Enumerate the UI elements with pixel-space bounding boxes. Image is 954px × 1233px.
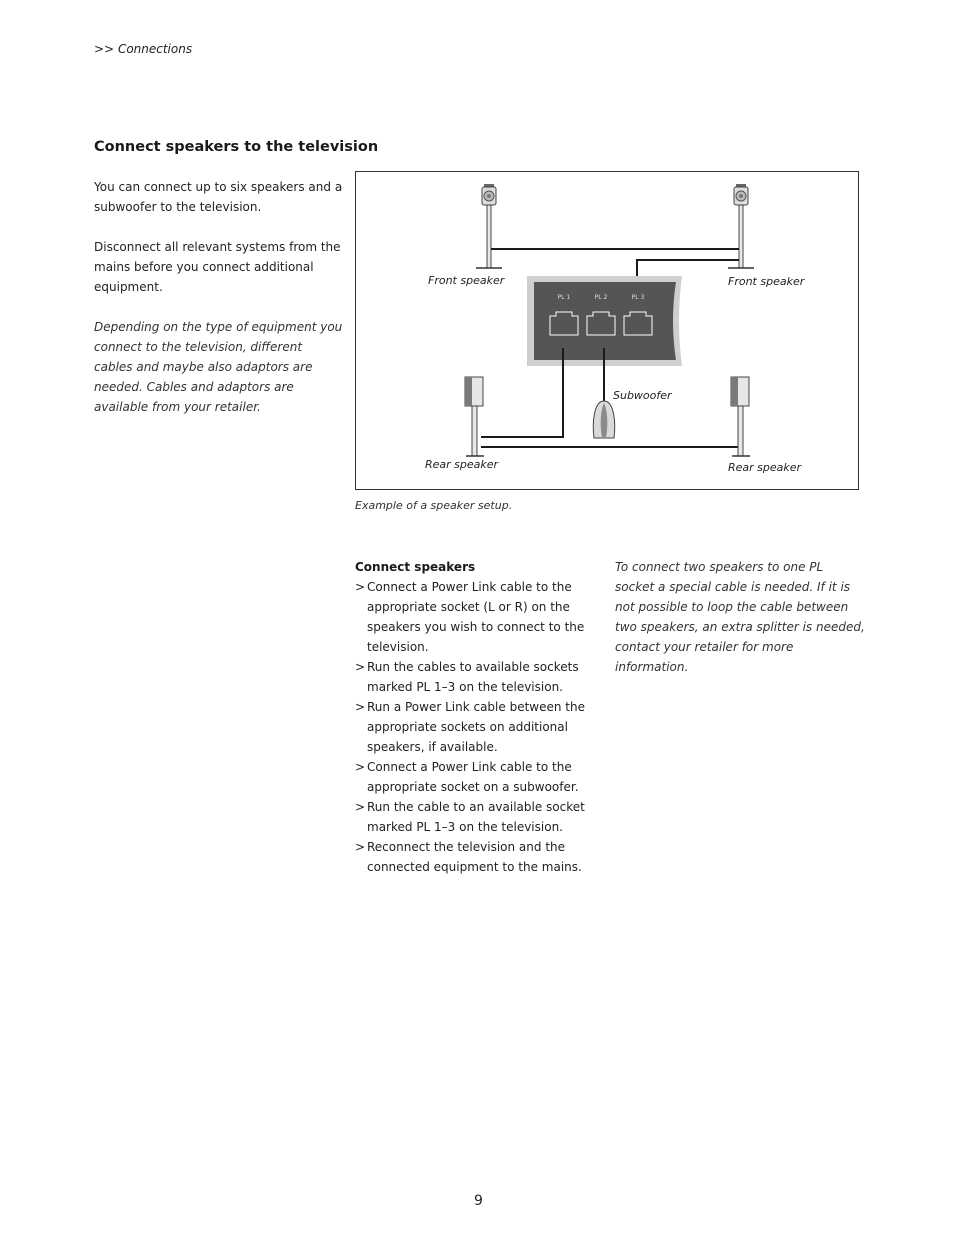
rear-right-label: Rear speaker (728, 461, 802, 474)
breadcrumb-prefix: >> (94, 42, 115, 56)
subwoofer-label: Subwoofer (613, 389, 672, 402)
diagram-illustration (356, 172, 860, 491)
list-item: > Reconnect the television and the connected equipment to the mains. (355, 840, 582, 874)
socket-label-pl3: PL 3 (631, 294, 645, 301)
front-left-speaker-icon (476, 184, 502, 268)
list-item: > Run the cables to available sockets marked PL 1–3 on the television. (355, 660, 579, 694)
rear-left-speaker-icon (465, 377, 484, 456)
subwoofer-icon (593, 401, 614, 438)
list-item: > Connect a Power Link cable to the appropriate socket on a subwoofer. (355, 760, 579, 794)
warning-paragraph: Disconnect all relevant systems from the mains before you connect additional equipment. (94, 240, 341, 294)
speaker-setup-diagram (355, 171, 859, 490)
list-item: > Connect a Power Link cable to the appropriate socket (L or R) on the speakers you wish to connect to the television. (355, 580, 585, 654)
figure-caption: Example of a speaker setup. (355, 499, 513, 512)
rear-left-label: Rear speaker (425, 458, 499, 471)
page-title: Connect speakers to the television (94, 139, 379, 155)
intro-paragraph: You can connect up to six speakers and a subwoofer to the television. (94, 180, 343, 214)
socket-label-pl2: PL 2 (594, 294, 608, 301)
front-right-speaker-icon (728, 184, 754, 268)
instructions-heading: Connect speakers (355, 560, 476, 574)
connect-speakers-instructions (355, 557, 605, 877)
list-item: > Run a Power Link cable between the appropriate sockets on additional speakers, if available. (355, 700, 585, 754)
front-left-label: Front speaker (428, 274, 505, 287)
socket-label-pl1: PL 1 (557, 294, 571, 301)
instruction-list (355, 577, 605, 877)
intro-note: Depending on the type of equipment you connect to the television, different cables and maybe also adaptors are needed. Cables and adaptors are available from your retailer. (94, 320, 343, 414)
front-right-label: Front speaker (728, 275, 805, 288)
breadcrumb (94, 42, 192, 56)
list-item: > Run the cable to an available socket marked PL 1–3 on the television. (355, 800, 585, 834)
breadcrumb-section: Connections (117, 42, 193, 56)
splitter-note: To connect two speakers to one PL socket a special cable is needed. If it is not possible to loop the cable between two speakers, an extra splitter is needed, contact your retailer for more information. (615, 560, 865, 674)
intro-text (94, 177, 344, 437)
page-number: 9 (474, 1193, 483, 1209)
rear-right-speaker-icon (731, 377, 750, 456)
